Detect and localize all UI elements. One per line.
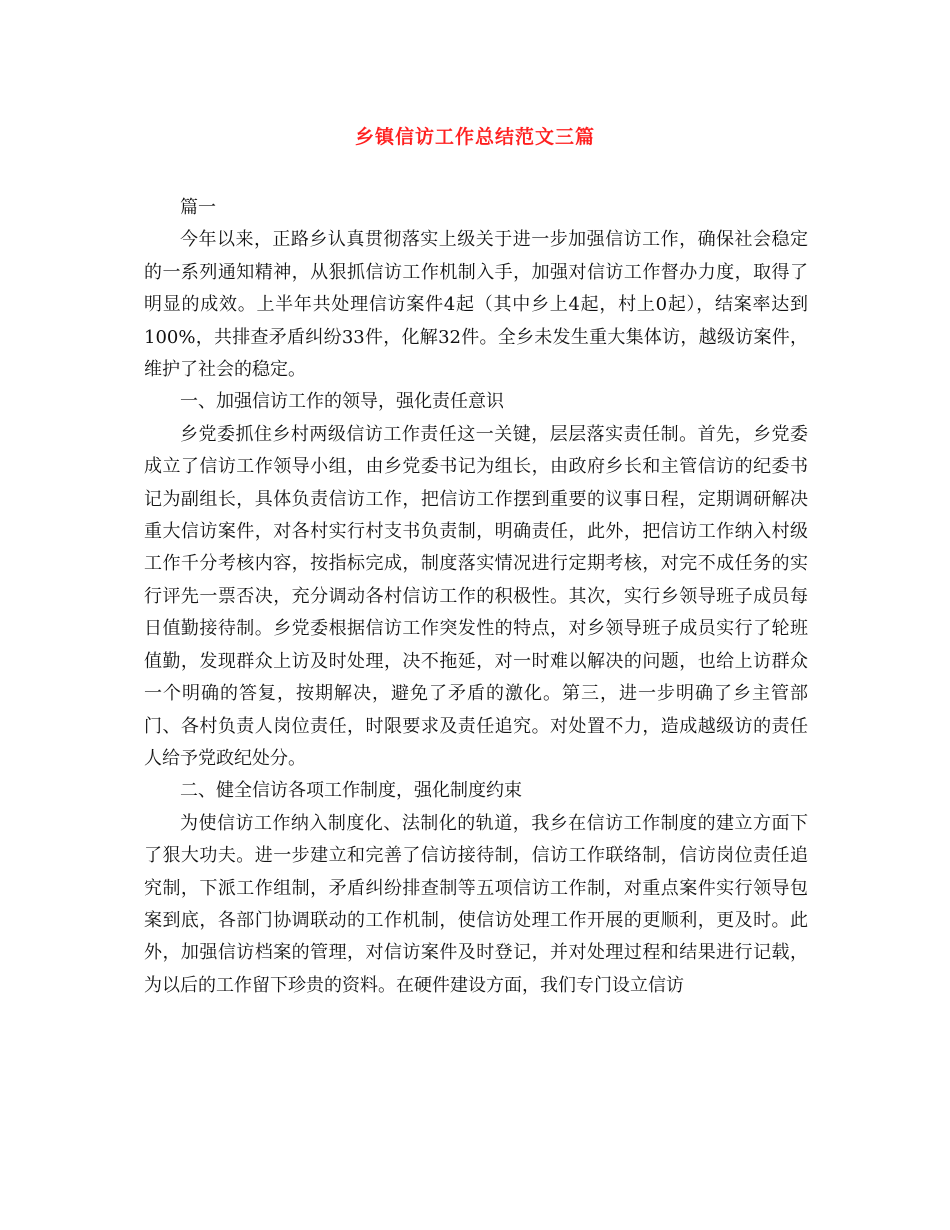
document-body (144, 192, 808, 1002)
section-heading-part-one: 篇一 (180, 197, 216, 218)
paragraph-systems: 为使信访工作纳入制度化、法制化的轨道，我乡在信访工作制度的建立方面下了狠大功夫。进一步建立和完善了信访接待制，信访工作联络制，信访岗位责任追究制，下派工作组制，矛盾纠纷排查制等五项信访工作制，对重点案件实行领导包案到底，各部门协调联动的工作机制，使信访处理工作开展的更顺利，更及时。此外，加强信访档案的管理，对信访案件及时登记，并对处理过程和结果进行记载，为以后的工作留下珍贵的资料。在硬件建设方面，我们专门设立信访 (144, 812, 808, 996)
section-heading-leadership: 一、加强信访工作的领导，强化责任意识 (180, 391, 504, 413)
document-title: 乡镇信访工作总结范文三篇 (354, 126, 595, 148)
paragraph-leadership: 乡党委抓住乡村两级信访工作责任这一关键，层层落实责任制。首先，乡党委成立了信访工作领导小组，由乡党委书记为组长，由政府乡长和主管信访的纪委书记为副组长，具体负责信访工作，把信访工作摆到重要的议事日程，定期调研解决重大信访案件，对各村实行村支书负责制，明确责任，此外，把信访工作纳入村级工作千分考核内容，按指标完成，制度落实情况进行定期考核，对完不成任务的实行评先一票否决，充分调动各村信访工作的积极性。其次，实行乡领导班子成员每日值勤接待制。乡党委根据信访工作突发性的特点，对乡领导班子成员实行了轮班值勤，发现群众上访及时处理，决不拖延，对一时难以解决的问题，也给上访群众一个明确的答复，按期解决，避免了矛盾的激化。第三，进一步明确了乡主管部门、各村负责人岗位责任，时限要求及责任追究。对处置不力，造成越级访的责任人给予党政纪处分。 (144, 423, 808, 769)
paragraph-intro: 今年以来，正路乡认真贯彻落实上级关于进一步加强信访工作，确保社会稳定的一系列通知精神，从狠抓信访工作机制入手，加强对信访工作督办力度，取得了明显的成效。上半年共处理信访案件4起（其中乡上4起，村上0起），结案率达到100%，共排查矛盾纠纷33件，化解32件。全乡未发生重大集体访，越级访案件，维护了社会的稳定。 (144, 229, 808, 381)
section-heading-systems: 二、健全信访各项工作制度，强化制度约束 (180, 780, 522, 802)
